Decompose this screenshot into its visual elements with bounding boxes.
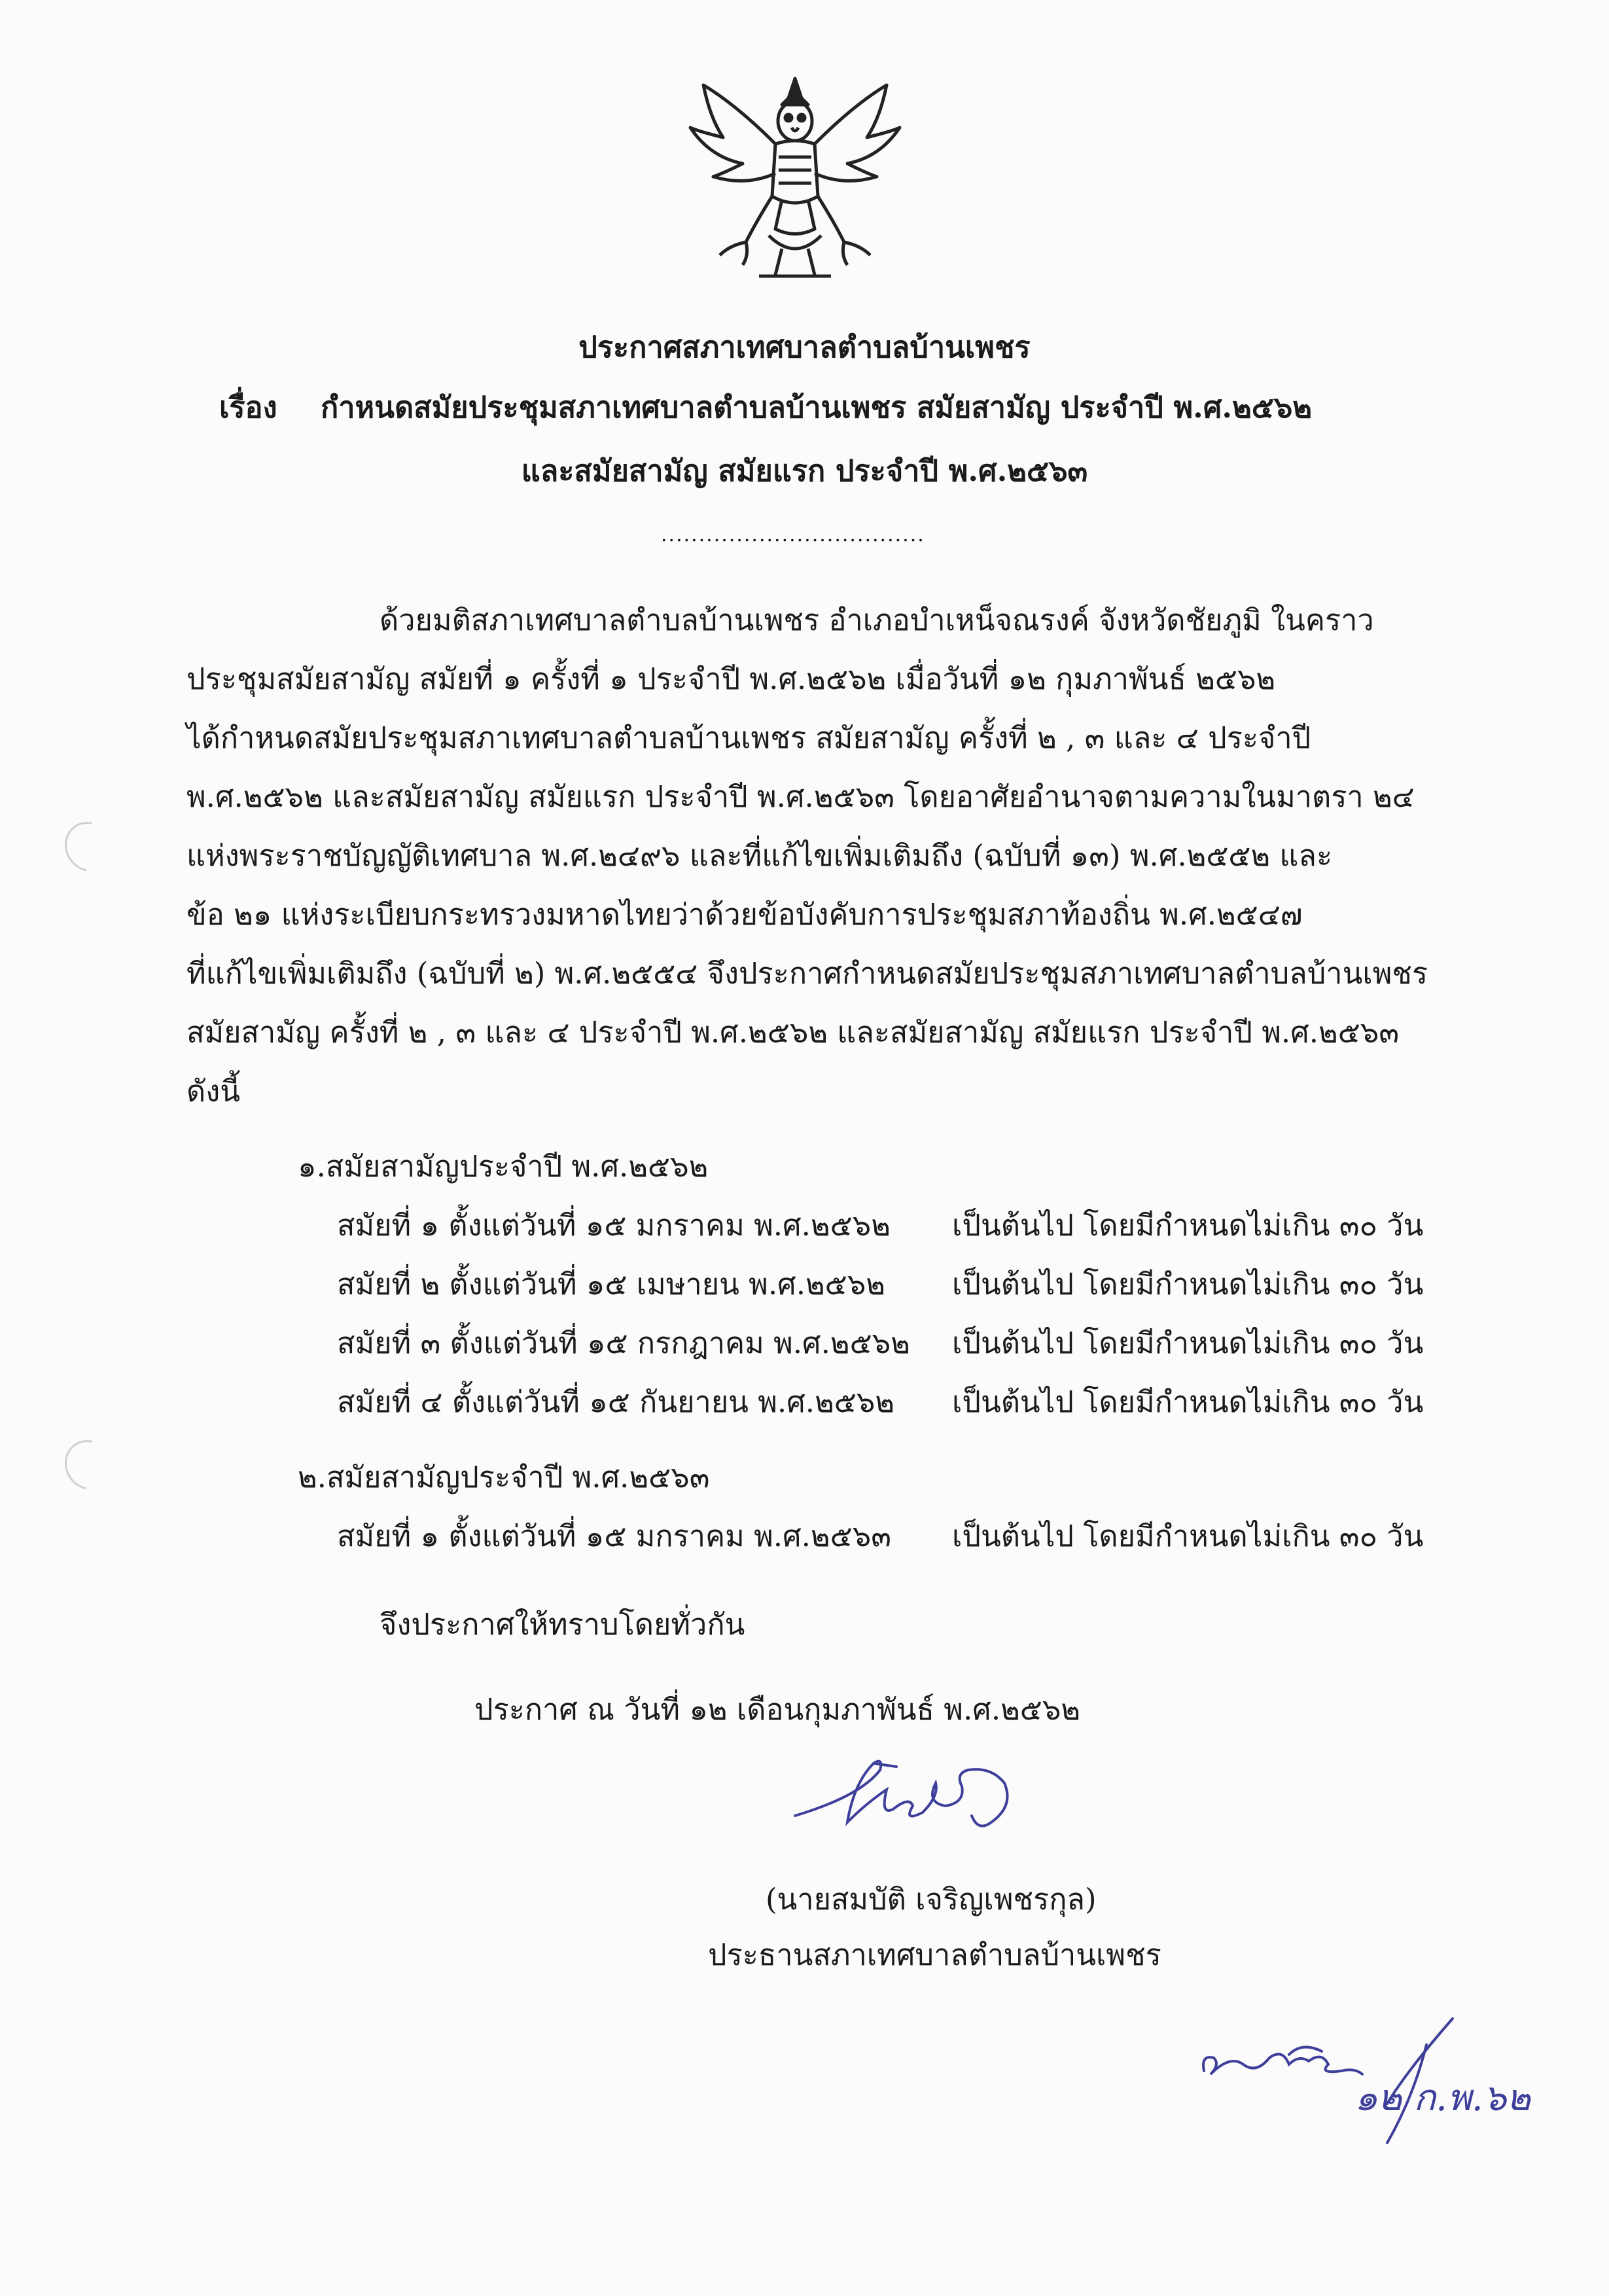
body-line: สมัยสามัญ ครั้งที่ ๒ , ๓ และ ๔ ประจำปี พ.ศ.๒๕๖๒ และสมัยสามัญ สมัยแรก ประจำปี พ.ศ.๒๕๖๓	[186, 1015, 1400, 1050]
body-line: ข้อ ๒๑ แห่งระเบียบกระทรวงมหาดไทยว่าด้วยข้อบังคับการประชุมสภาท้องถิ่น พ.ศ.๒๕๔๗	[186, 897, 1303, 932]
handwritten-signature	[782, 1744, 1063, 1848]
subject-line-1: กำหนดสมัยประชุมสภาเทศบาลตำบลบ้านเพชร สมัยสามัญ ประจำปี พ.ศ.๒๕๖๒	[321, 390, 1313, 425]
session-duration: เป็นต้นไป โดยมีกำหนดไม่เกิน ๓๐ วัน	[952, 1326, 1424, 1360]
session-start: สมัยที่ ๓ ตั้งแต่วันที่ ๑๕ กรกฎาคม พ.ศ.๒๕๖๒	[337, 1326, 910, 1360]
session-duration: เป็นต้นไป โดยมีกำหนดไม่เกิน ๓๐ วัน	[952, 1385, 1424, 1419]
announcement-heading: ประกาศสภาเทศบาลตำบลบ้านเพชร	[578, 330, 1031, 364]
body-line: แห่งพระราชบัญญัติเทศบาล พ.ศ.๒๔๙๖ และที่แก้ไขเพิ่มเติมถึง (ฉบับที่ ๑๓) พ.ศ.๒๕๕๒ และ	[186, 838, 1333, 873]
body-line: พ.ศ.๒๕๖๒ และสมัยสามัญ สมัยแรก ประจำปี พ.ศ.๒๕๖๓ โดยอาศัยอำนาจตามความในมาตรา ๒๔	[186, 779, 1415, 814]
body-line: ดังนี้	[186, 1074, 240, 1108]
closing-statement: จึงประกาศให้ทราบโดยทั่วกัน	[380, 1607, 745, 1642]
body-line: ประชุมสมัยสามัญ สมัยที่ ๑ ครั้งที่ ๑ ประจำปี พ.ศ.๒๕๖๒ เมื่อวันที่ ๑๒ กุมภาพันธ์ ๒๕๖๒	[186, 662, 1276, 696]
signer-position: ประธานสภาเทศบาลตำบลบ้านเพชร	[708, 1937, 1161, 1972]
session-start: สมัยที่ ๒ ตั้งแต่วันที่ ๑๕ เมษายน พ.ศ.๒๕๖๒	[337, 1267, 885, 1301]
svg-text:๑๒ ก.พ.๖๒: ๑๒ ก.พ.๖๒	[1354, 2077, 1531, 2119]
session-start: สมัยที่ ๑ ตั้งแต่วันที่ ๑๕ มกราคม พ.ศ.๒๕๖๒	[337, 1208, 891, 1243]
body-line: ด้วยมติสภาเทศบาลตำบลบ้านเพชร อำเภอบำเหน็จณรงค์ จังหวัดชัยภูมิ ในคราว	[380, 603, 1374, 637]
session-duration: เป็นต้นไป โดยมีกำหนดไม่เกิน ๓๐ วัน	[952, 1267, 1424, 1301]
session-duration: เป็นต้นไป โดยมีกำหนดไม่เกิน ๓๐ วัน	[952, 1519, 1424, 1553]
schedule-title: ๑.สมัยสามัญประจำปี พ.ศ.๒๕๖๒	[298, 1149, 709, 1184]
separator-line: ...................................	[661, 523, 925, 546]
session-start: สมัยที่ ๔ ตั้งแต่วันที่ ๑๕ กันยายน พ.ศ.๒๕๖๒	[337, 1385, 895, 1419]
garuda-emblem-icon	[684, 65, 906, 288]
body-line: ที่แก้ไขเพิ่มเติมถึง (ฉบับที่ ๒) พ.ศ.๒๕๕๔ จึงประกาศกำหนดสมัยประชุมสภาเทศบาลตำบลบ้านเพชร	[186, 956, 1428, 991]
schedule-title: ๒.สมัยสามัญประจำปี พ.ศ.๒๕๖๓	[298, 1460, 710, 1494]
subject-line-2: และสมัยสามัญ สมัยแรก ประจำปี พ.ศ.๒๕๖๓	[521, 453, 1088, 488]
punch-hole-mark	[55, 812, 123, 881]
handwritten-initials	[1191, 1992, 1531, 2163]
session-duration: เป็นต้นไป โดยมีกำหนดไม่เกิน ๓๐ วัน	[952, 1208, 1424, 1243]
announce-date: ประกาศ ณ วันที่ ๑๒ เดือนกุมภาพันธ์ พ.ศ.๒๕๖๒	[474, 1692, 1081, 1727]
punch-hole-mark	[55, 1430, 123, 1499]
session-start: สมัยที่ ๑ ตั้งแต่วันที่ ๑๕ มกราคม พ.ศ.๒๕๖๓	[337, 1519, 891, 1553]
signer-name: (นายสมบัติ เจริญเพชรกุล)	[766, 1882, 1097, 1916]
subject-label: เรื่อง	[219, 390, 277, 425]
body-line: ได้กำหนดสมัยประชุมสภาเทศบาลตำบลบ้านเพชร สมัยสามัญ ครั้งที่ ๒ , ๓ และ ๔ ประจำปี	[186, 720, 1311, 755]
